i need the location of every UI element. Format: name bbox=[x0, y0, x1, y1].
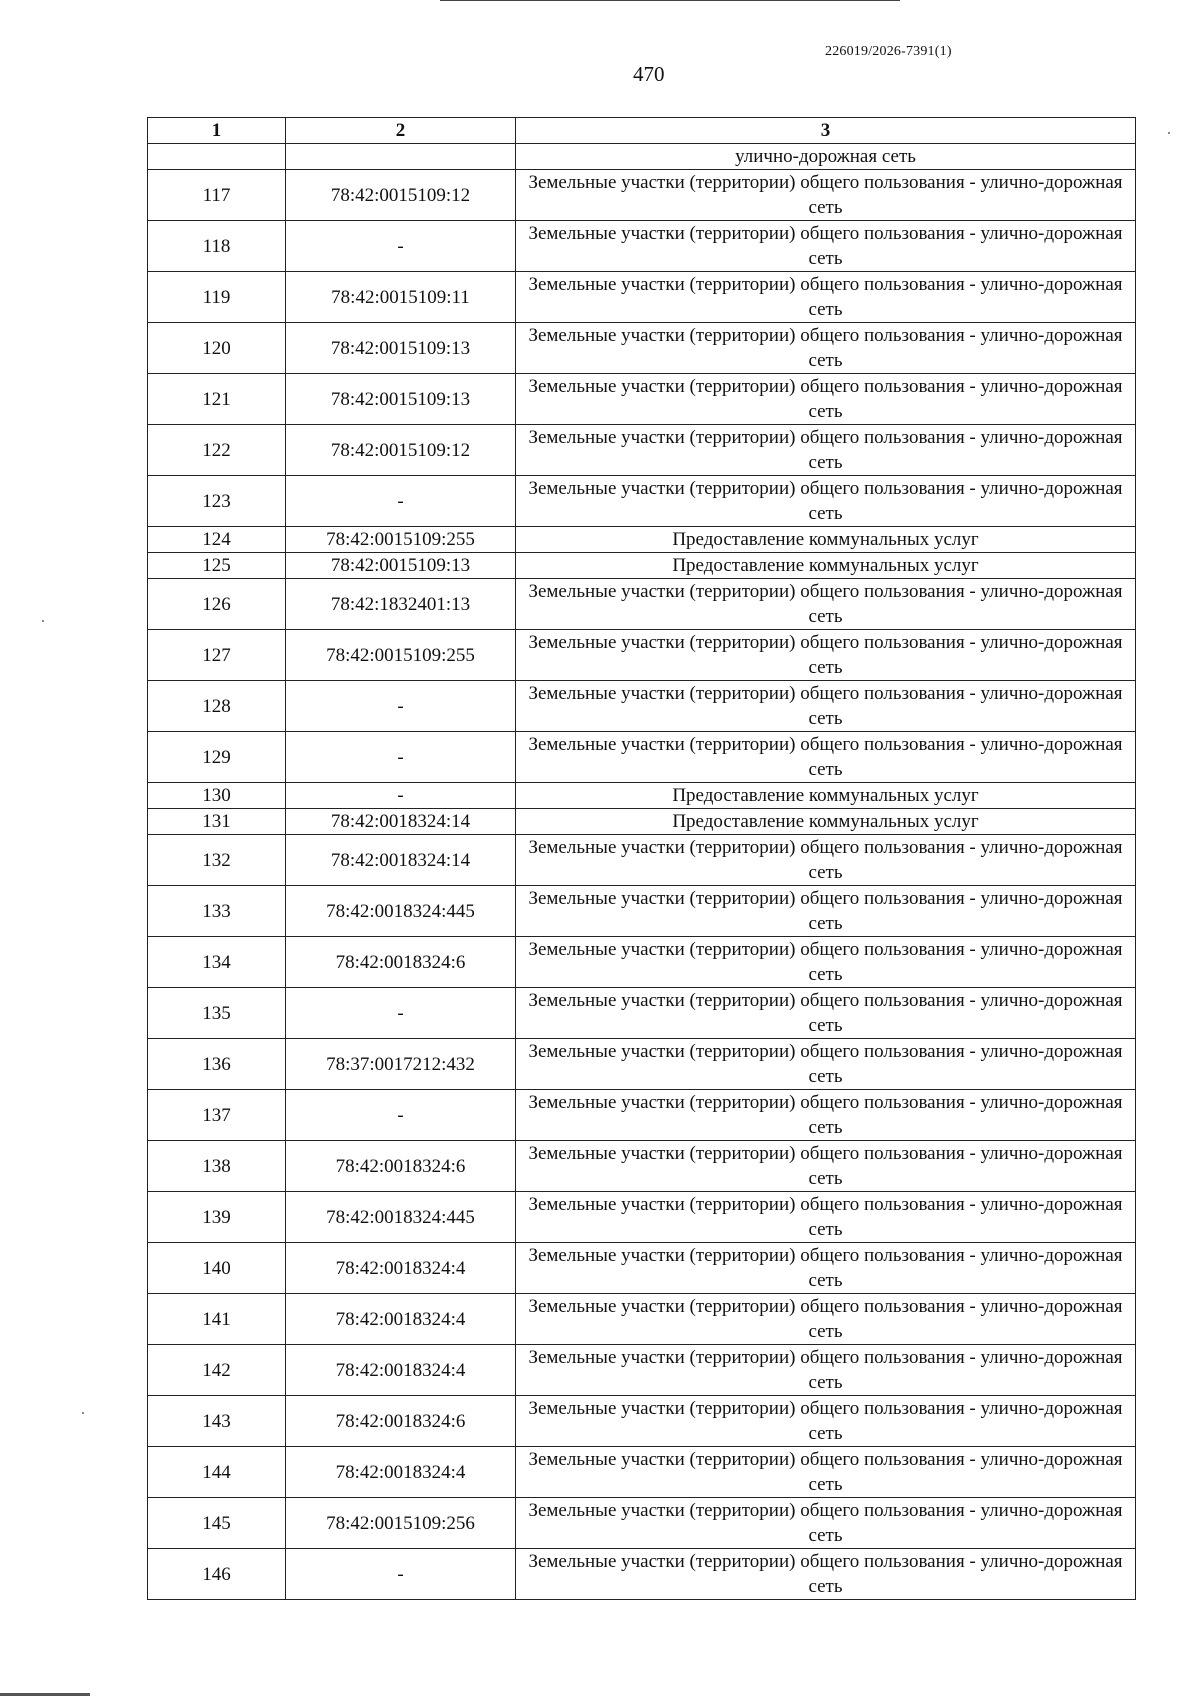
land-use-cell: Земельные участки (территории) общего пользования - улично-дорожная сеть bbox=[516, 1345, 1136, 1396]
land-use-cell: Земельные участки (территории) общего пользования - улично-дорожная сеть bbox=[516, 323, 1136, 374]
row-number-cell: 117 bbox=[148, 170, 286, 221]
land-use-cell: Предоставление коммунальных услуг bbox=[516, 527, 1136, 553]
land-use-cell: Земельные участки (территории) общего пользования - улично-дорожная сеть bbox=[516, 1396, 1136, 1447]
scan-top-line bbox=[440, 0, 900, 1]
table-row bbox=[148, 630, 1136, 681]
cadastral-number-cell: 78:42:0015109:255 bbox=[286, 630, 516, 681]
land-use-cell: Земельные участки (территории) общего пользования - улично-дорожная сеть bbox=[516, 221, 1136, 272]
row-number-cell: 145 bbox=[148, 1498, 286, 1549]
row-number-cell: 140 bbox=[148, 1243, 286, 1294]
table-row bbox=[148, 835, 1136, 886]
row-number-cell: 139 bbox=[148, 1192, 286, 1243]
row-number-cell: 142 bbox=[148, 1345, 286, 1396]
row-number-cell: 126 bbox=[148, 579, 286, 630]
land-use-cell: Земельные участки (территории) общего пользования - улично-дорожная сеть bbox=[516, 1192, 1136, 1243]
row-number-cell: 144 bbox=[148, 1447, 286, 1498]
land-use-cell: Земельные участки (территории) общего пользования - улично-дорожная сеть bbox=[516, 681, 1136, 732]
row-number-cell: 123 bbox=[148, 476, 286, 527]
table-row bbox=[148, 221, 1136, 272]
scan-speck bbox=[82, 1412, 84, 1414]
table-row bbox=[148, 553, 1136, 579]
scan-bottom-line bbox=[0, 1693, 90, 1696]
row-number-cell: 118 bbox=[148, 221, 286, 272]
table-header-row bbox=[148, 118, 1136, 144]
row-number-cell: 141 bbox=[148, 1294, 286, 1345]
table-row bbox=[148, 886, 1136, 937]
cadastral-number-cell: 78:42:0015109:13 bbox=[286, 553, 516, 579]
cadastral-number-cell: 78:42:0015109:255 bbox=[286, 527, 516, 553]
scan-speck bbox=[42, 620, 44, 622]
row-number-cell: 127 bbox=[148, 630, 286, 681]
land-use-cell: Земельные участки (территории) общего пользования - улично-дорожная сеть bbox=[516, 476, 1136, 527]
continuation-row bbox=[148, 144, 1136, 170]
cadastral-number-cell: 78:42:0018324:6 bbox=[286, 937, 516, 988]
land-use-cell: Земельные участки (территории) общего пользования - улично-дорожная сеть bbox=[516, 1090, 1136, 1141]
row-number-cell: 120 bbox=[148, 323, 286, 374]
land-use-cell: Земельные участки (территории) общего пользования - улично-дорожная сеть bbox=[516, 1243, 1136, 1294]
cadastral-number-cell: - bbox=[286, 1549, 516, 1600]
land-plots-table bbox=[147, 117, 1136, 1600]
cadastral-number-cell: 78:42:0018324:4 bbox=[286, 1294, 516, 1345]
column-header-1: 1 bbox=[148, 118, 286, 144]
land-use-cell: Земельные участки (территории) общего пользования - улично-дорожная сеть bbox=[516, 630, 1136, 681]
cadastral-number-cell: 78:37:0017212:432 bbox=[286, 1039, 516, 1090]
land-use-cell: Земельные участки (территории) общего пользования - улично-дорожная сеть bbox=[516, 1498, 1136, 1549]
column-header-3: 3 bbox=[516, 118, 1136, 144]
table-row bbox=[148, 1294, 1136, 1345]
row-number-cell: 121 bbox=[148, 374, 286, 425]
row-number-cell: 125 bbox=[148, 553, 286, 579]
land-use-cell: Земельные участки (территории) общего пользования - улично-дорожная сеть bbox=[516, 1039, 1136, 1090]
cadastral-number-cell: 78:42:0018324:445 bbox=[286, 1192, 516, 1243]
cadastral-number-cell: 78:42:0015109:256 bbox=[286, 1498, 516, 1549]
table-row bbox=[148, 988, 1136, 1039]
page-number: 470 bbox=[633, 62, 665, 86]
row-number-cell: 124 bbox=[148, 527, 286, 553]
table-row bbox=[148, 1498, 1136, 1549]
cadastral-number-cell: 78:42:0018324:14 bbox=[286, 809, 516, 835]
row-number-cell: 129 bbox=[148, 732, 286, 783]
cadastral-number-cell: 78:42:1832401:13 bbox=[286, 579, 516, 630]
land-use-cell: Земельные участки (территории) общего пользования - улично-дорожная сеть bbox=[516, 886, 1136, 937]
table-body bbox=[148, 144, 1136, 1600]
cadastral-number-cell: - bbox=[286, 1090, 516, 1141]
row-number-cell: 119 bbox=[148, 272, 286, 323]
cadastral-number-cell: 78:42:0018324:4 bbox=[286, 1447, 516, 1498]
table-row bbox=[148, 374, 1136, 425]
row-number-cell: 143 bbox=[148, 1396, 286, 1447]
cadastral-number-cell: 78:42:0015109:11 bbox=[286, 272, 516, 323]
row-number-cell: 135 bbox=[148, 988, 286, 1039]
land-use-cell: Земельные участки (территории) общего пользования - улично-дорожная сеть bbox=[516, 937, 1136, 988]
cadastral-number-cell: 78:42:0015109:13 bbox=[286, 374, 516, 425]
land-use-cell: Земельные участки (территории) общего пользования - улично-дорожная сеть bbox=[516, 425, 1136, 476]
cadastral-number-cell: - bbox=[286, 988, 516, 1039]
table-row bbox=[148, 1090, 1136, 1141]
cadastral-number-cell: - bbox=[286, 476, 516, 527]
table-row bbox=[148, 170, 1136, 221]
continuation-cell-2 bbox=[286, 144, 516, 170]
table-row bbox=[148, 937, 1136, 988]
cadastral-number-cell: - bbox=[286, 221, 516, 272]
table-row bbox=[148, 1345, 1136, 1396]
table-row bbox=[148, 1447, 1136, 1498]
land-use-cell: Земельные участки (территории) общего пользования - улично-дорожная сеть bbox=[516, 1141, 1136, 1192]
cadastral-number-cell: 78:42:0018324:6 bbox=[286, 1396, 516, 1447]
row-number-cell: 136 bbox=[148, 1039, 286, 1090]
continuation-cell-1 bbox=[148, 144, 286, 170]
land-use-cell: Земельные участки (территории) общего пользования - улично-дорожная сеть bbox=[516, 579, 1136, 630]
land-use-cell: Земельные участки (территории) общего пользования - улично-дорожная сеть bbox=[516, 272, 1136, 323]
cadastral-number-cell: - bbox=[286, 783, 516, 809]
table-row bbox=[148, 272, 1136, 323]
table-row bbox=[148, 809, 1136, 835]
cadastral-number-cell: 78:42:0018324:445 bbox=[286, 886, 516, 937]
land-use-cell: Земельные участки (территории) общего пользования - улично-дорожная сеть bbox=[516, 988, 1136, 1039]
table-row bbox=[148, 579, 1136, 630]
row-number-cell: 133 bbox=[148, 886, 286, 937]
cadastral-number-cell: 78:42:0018324:4 bbox=[286, 1345, 516, 1396]
column-header-2: 2 bbox=[286, 118, 516, 144]
land-use-cell: Земельные участки (территории) общего пользования - улично-дорожная сеть bbox=[516, 374, 1136, 425]
table-row bbox=[148, 323, 1136, 374]
land-use-cell: Предоставление коммунальных услуг bbox=[516, 553, 1136, 579]
land-use-cell: Земельные участки (территории) общего пользования - улично-дорожная сеть bbox=[516, 835, 1136, 886]
row-number-cell: 131 bbox=[148, 809, 286, 835]
table-row bbox=[148, 1141, 1136, 1192]
table-row bbox=[148, 1039, 1136, 1090]
table-row bbox=[148, 1549, 1136, 1600]
row-number-cell: 122 bbox=[148, 425, 286, 476]
table-row bbox=[148, 1396, 1136, 1447]
cadastral-number-cell: 78:42:0018324:14 bbox=[286, 835, 516, 886]
continuation-cell-3: улично-дорожная сеть bbox=[516, 144, 1136, 170]
land-use-cell: Земельные участки (территории) общего пользования - улично-дорожная сеть bbox=[516, 732, 1136, 783]
cadastral-number-cell: - bbox=[286, 681, 516, 732]
scan-speck bbox=[1168, 132, 1170, 134]
table-row bbox=[148, 1243, 1136, 1294]
row-number-cell: 146 bbox=[148, 1549, 286, 1600]
cadastral-number-cell: 78:42:0015109:13 bbox=[286, 323, 516, 374]
cadastral-number-cell: 78:42:0018324:6 bbox=[286, 1141, 516, 1192]
table-row bbox=[148, 732, 1136, 783]
cadastral-number-cell: 78:42:0015109:12 bbox=[286, 425, 516, 476]
land-use-cell: Земельные участки (территории) общего пользования - улично-дорожная сеть bbox=[516, 170, 1136, 221]
table-row bbox=[148, 425, 1136, 476]
land-use-cell: Земельные участки (территории) общего пользования - улично-дорожная сеть bbox=[516, 1447, 1136, 1498]
land-use-cell: Земельные участки (территории) общего пользования - улично-дорожная сеть bbox=[516, 1294, 1136, 1345]
row-number-cell: 128 bbox=[148, 681, 286, 732]
document-number: 226019/2026-7391(1) bbox=[825, 44, 952, 59]
table-row bbox=[148, 783, 1136, 809]
cadastral-number-cell: - bbox=[286, 732, 516, 783]
table-row bbox=[148, 1192, 1136, 1243]
cadastral-number-cell: 78:42:0018324:4 bbox=[286, 1243, 516, 1294]
row-number-cell: 138 bbox=[148, 1141, 286, 1192]
row-number-cell: 134 bbox=[148, 937, 286, 988]
table-row bbox=[148, 527, 1136, 553]
row-number-cell: 132 bbox=[148, 835, 286, 886]
row-number-cell: 137 bbox=[148, 1090, 286, 1141]
land-use-cell: Предоставление коммунальных услуг bbox=[516, 809, 1136, 835]
land-use-cell: Земельные участки (территории) общего пользования - улично-дорожная сеть bbox=[516, 1549, 1136, 1600]
land-use-cell: Предоставление коммунальных услуг bbox=[516, 783, 1136, 809]
cadastral-number-cell: 78:42:0015109:12 bbox=[286, 170, 516, 221]
row-number-cell: 130 bbox=[148, 783, 286, 809]
table-row bbox=[148, 681, 1136, 732]
table-row bbox=[148, 476, 1136, 527]
